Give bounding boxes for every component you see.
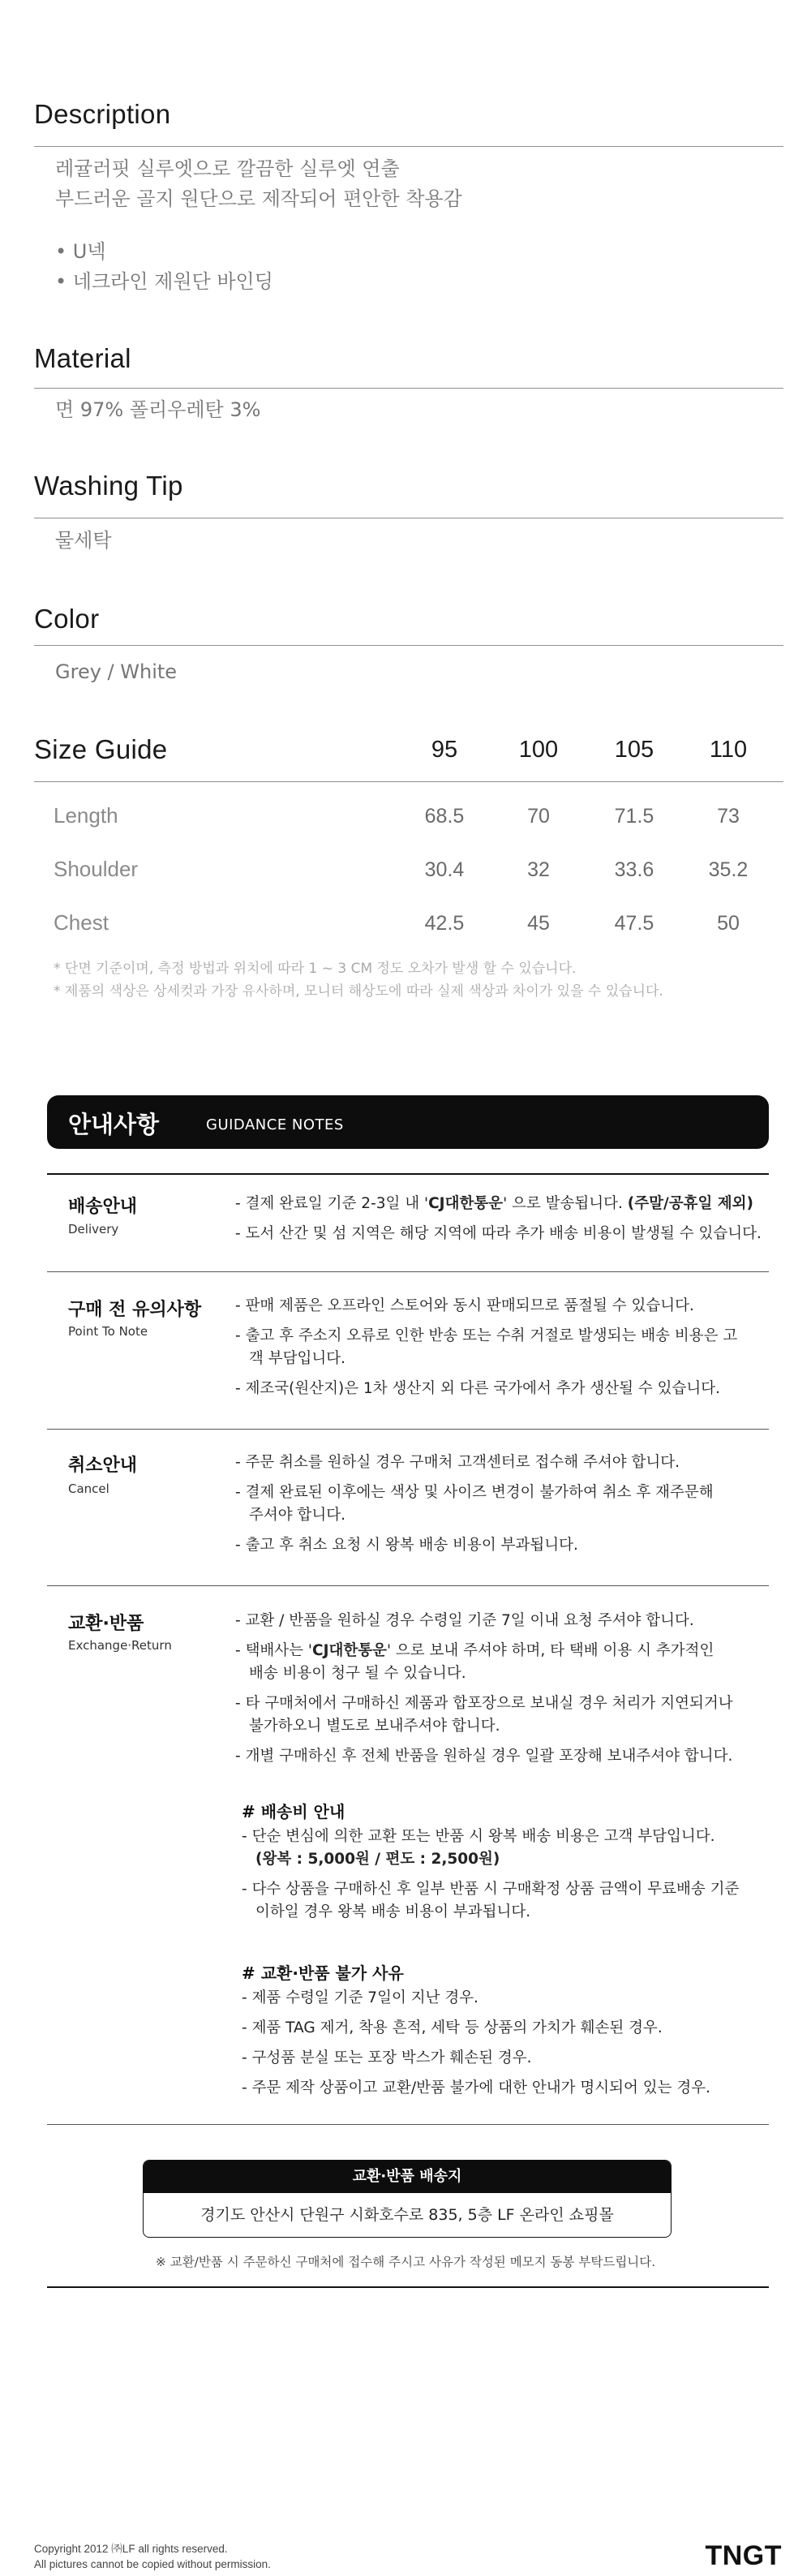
delivery-notes xyxy=(235,1193,770,1253)
size-cell: 32 xyxy=(527,858,550,881)
size-row-label: Shoulder xyxy=(54,857,139,881)
divider xyxy=(34,781,783,782)
cancel-title: 취소안내 xyxy=(68,1456,138,1476)
divider xyxy=(34,645,783,646)
size-note: * 단면 기준이며, 측정 방법과 위치에 따라 1 ~ 3 CM 정도 오차가 발생 할 수 있습니다. xyxy=(54,961,577,977)
copyright-text: Copyright 2012 ㈜LF all rights reserved. xyxy=(34,2543,228,2555)
size-header: 95 xyxy=(431,737,458,763)
size-cell: 50 xyxy=(717,912,740,935)
divider xyxy=(34,146,783,147)
guidance-title: 안내사항 xyxy=(68,1111,160,1138)
size-cell: 35.2 xyxy=(708,858,749,881)
return-address-title: 교환·반품 배송지 xyxy=(144,2161,671,2193)
list-item: - 단순 변심에 의한 교환 또는 반품 시 왕복 배송 비용은 고객 부담입니다. xyxy=(242,1826,777,1848)
list-item: - 주문 제작 상품이고 교환/반품 불가에 대한 안내가 명시되어 있는 경우. xyxy=(242,2077,777,2100)
description-bullets xyxy=(55,237,273,297)
size-cell: 71.5 xyxy=(614,805,654,828)
list-item: - 구성품 분실 또는 포장 박스가 훼손된 경우. xyxy=(242,2047,777,2070)
size-header: 105 xyxy=(614,737,654,763)
list-item: - 다수 상품을 구매하신 후 일부 반품 시 구매확정 상품 금액이 무료배송 기준 이하일 경우 왕복 배송 비용이 부과됩니다. xyxy=(242,1878,753,1924)
material-text: 면 97% 폴리우레탄 3% xyxy=(55,398,261,421)
color-title: Color xyxy=(34,604,100,634)
size-cell: 33.6 xyxy=(614,858,654,881)
cancel-notes xyxy=(235,1451,770,1564)
description-text xyxy=(55,154,462,214)
point-notes xyxy=(235,1295,770,1408)
point-subtitle: Point To Note xyxy=(68,1324,148,1339)
divider xyxy=(34,388,783,389)
fee-detail: (왕복 : 5,000원 / 편도 : 2,500원) xyxy=(255,1851,500,1868)
size-guide-title: Size Guide xyxy=(34,734,168,764)
exchange-subtitle: Exchange·Return xyxy=(68,1638,172,1653)
list-item: - 제조국(원산지)은 1차 생산지 외 다른 국가에서 추가 생산될 수 있습니다. xyxy=(235,1378,770,1400)
list-item: • 네크라인 제원단 바인딩 xyxy=(55,267,273,297)
size-header: 110 xyxy=(709,737,748,763)
copyright-notice: All pictures cannot be copied without permission. xyxy=(34,2558,271,2570)
list-item: - 출고 후 주소지 오류로 인한 반송 또는 수취 거절로 발생되는 배송 비용은 고객 부담입니다. xyxy=(235,1325,738,1370)
list-item: - 타 구매처에서 구매하신 제품과 합포장으로 보내실 경우 처리가 지연되거나 불가하오니 별도로 보내주셔야 합니다. xyxy=(235,1692,746,1738)
washing-text: 물세탁 xyxy=(55,529,112,552)
no-return-notes xyxy=(242,1987,777,2107)
list-item: - 도서 산간 및 섬 지역은 해당 지역에 따라 추가 배송 비용이 발생될 수 있습니다. xyxy=(235,1223,770,1245)
brand-logo: TNGT xyxy=(705,2540,782,2571)
guidance-subtitle: GUIDANCE NOTES xyxy=(206,1116,344,1133)
material-title: Material xyxy=(34,343,131,373)
delivery-title: 배송안내 xyxy=(68,1197,138,1217)
size-row-label: Chest xyxy=(54,910,109,935)
description-title: Description xyxy=(34,99,171,129)
list-item: - 판매 제품은 오프라인 스토어와 동시 판매되므로 품절될 수 있습니다. xyxy=(235,1295,770,1318)
guidance-header xyxy=(47,1095,769,1149)
return-address-box xyxy=(143,2160,672,2238)
divider xyxy=(47,1429,769,1430)
divider xyxy=(47,2124,769,2125)
divider xyxy=(47,1585,769,1586)
list-item: - 택배사는 'CJ대한통운' 으로 보내 주셔야 하며, 타 택배 이용 시 추가적인 배송 비용이 청구 될 수 있습니다. xyxy=(235,1640,722,1685)
description-line: 부드러운 골지 원단으로 제작되어 편안한 착용감 xyxy=(55,187,462,210)
divider xyxy=(47,2286,769,2288)
list-item: - 주문 취소를 원하실 경우 구매처 고객센터로 접수해 주셔야 합니다. xyxy=(235,1451,770,1474)
description-line: 레귤러핏 실루엣으로 깔끔한 실루엣 연출 xyxy=(55,157,400,180)
list-item: - 개별 구매하신 후 전체 반품을 원하실 경우 일괄 포장해 보내주셔야 합니다. xyxy=(235,1745,770,1768)
point-title: 구매 전 유의사항 xyxy=(68,1300,202,1320)
color-text: Grey / White xyxy=(55,660,178,683)
washing-title: Washing Tip xyxy=(34,471,183,501)
divider xyxy=(47,1173,769,1175)
size-cell: 42.5 xyxy=(424,912,465,935)
exchange-title: 교환·반품 xyxy=(68,1614,144,1634)
list-item: - 결제 완료일 기준 2-3일 내 'CJ대한통운' 으로 발송됩니다. (주말/공휴일 제외) xyxy=(235,1193,770,1215)
divider xyxy=(47,1271,769,1272)
size-cell: 45 xyxy=(527,912,550,935)
list-item: - 결제 완료된 이후에는 색상 및 사이즈 변경이 불가하여 취소 후 재주문해 주셔야 합니다. xyxy=(235,1482,730,1527)
list-item: - 출고 후 취소 요청 시 왕복 배송 비용이 부과됩니다. xyxy=(235,1534,770,1557)
size-header: 100 xyxy=(518,737,559,763)
return-address-text: 경기도 안산시 단원구 시화호수로 835, 5층 LF 온라인 쇼핑몰 xyxy=(200,2206,614,2224)
return-address-note: ※ 교환/반품 시 주문하신 구매처에 접수해 주시고 사유가 작성된 메모지 동봉 부탁드립니다. xyxy=(155,2255,656,2269)
size-cell: 70 xyxy=(527,805,550,828)
size-cell: 73 xyxy=(717,805,740,828)
cancel-subtitle: Cancel xyxy=(68,1482,109,1496)
no-return-title: # 교환·반품 불가 사유 xyxy=(242,1963,404,1983)
list-item: - 제품 수령일 기준 7일이 지난 경우. xyxy=(242,1987,777,2010)
list-item: - 제품 TAG 제거, 착용 흔적, 세탁 등 상품의 가치가 훼손된 경우. xyxy=(242,2017,777,2040)
exchange-notes xyxy=(235,1610,770,1775)
list-item: - 교환 / 반품을 원하실 경우 수령일 기준 7일 이내 요청 주셔야 합니다. xyxy=(235,1610,770,1632)
fee-title: # 배송비 안내 xyxy=(242,1802,345,1821)
delivery-subtitle: Delivery xyxy=(68,1222,119,1236)
fee-notes xyxy=(242,1826,777,1931)
list-item: • U넥 xyxy=(55,237,273,267)
size-cell: 68.5 xyxy=(424,805,465,828)
size-cell: 47.5 xyxy=(614,912,654,935)
size-note: * 제품의 색상은 상세컷과 가장 유사하며, 모니터 해상도에 따라 실제 색상과 차이가 있을 수 있습니다. xyxy=(54,983,663,1000)
size-row-label: Length xyxy=(54,803,118,828)
copyright xyxy=(34,2541,271,2572)
size-cell: 30.4 xyxy=(424,858,465,881)
